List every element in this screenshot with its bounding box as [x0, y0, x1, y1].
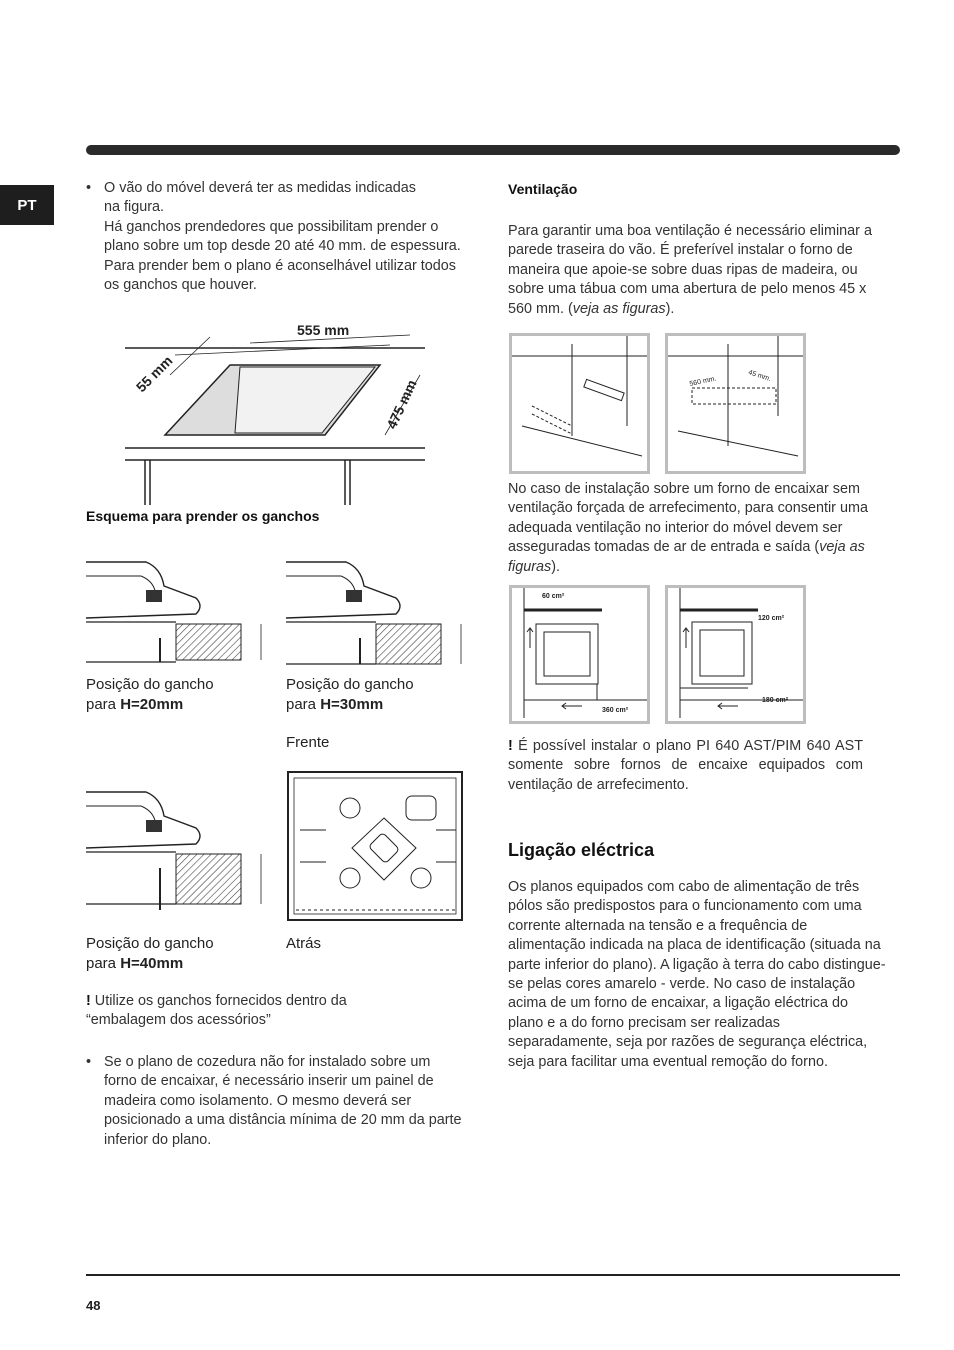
- cutout-depth-label: 475 mm: [383, 377, 420, 432]
- air-120-label: 120 cm²: [758, 615, 785, 622]
- air-180-label: 180 cm²: [762, 697, 789, 704]
- caption-h40: [86, 934, 214, 974]
- accessories-note: [86, 992, 386, 1031]
- caption-h30-value: H=30mm: [320, 696, 384, 713]
- paren-close-1: ).: [665, 300, 675, 317]
- caption-h40-value: H=40mm: [120, 955, 184, 972]
- caption-h30: [286, 675, 414, 715]
- front-label: Frente: [286, 734, 330, 751]
- air-60-label: 60 cm²: [542, 593, 565, 600]
- bullet-cabinet-dimensions: [86, 179, 466, 295]
- see-figures-link-1: veja as figuras: [572, 300, 666, 317]
- paren-close-2: ).: [551, 558, 560, 575]
- bullet-insulation-panel: [86, 1053, 464, 1150]
- caption-h40-line1: Posição do gancho: [86, 935, 214, 952]
- language-tab: PT: [0, 185, 54, 225]
- electric-connection-paragraph: Os planos equipados com cabo de alimentação de três pólos são predispostos para o funcionamento com uma corrente alternada na tensão e a frequência de alimentação indicada na placa de identificação (situada na parte inferior do plano). A ligação à terra do cabo distingue-se pelas cores amarelo - verde. No caso de instalação acima de um forno de encaixar, a ligação eléctrica do plano e a do forno precisam ser realizadas separadamente, seja por razões de segurança eléctrica, seja para facilitar uma eventual remoção do forno.: [508, 879, 886, 1070]
- caption-h20: [86, 675, 214, 715]
- ventilation-paragraph-2: [508, 480, 883, 577]
- header-bar: [86, 145, 900, 155]
- airflow-figure-2: [665, 585, 806, 724]
- caption-h20-para: para: [86, 696, 117, 713]
- bullet2-text: Se o plano de cozedura não for instalado sobre um forno de encaixar, é necessário inserir um painel de madeira como isolamento. O mesmo deverá ser posicionado a uma distância mínima de 20 mm da parte inferior do plano.: [104, 1054, 462, 1148]
- caption-h30-line1: Posição do gancho: [286, 676, 414, 693]
- caption-h20-line1: Posição do gancho: [86, 676, 214, 693]
- bullet-dot: •: [86, 1054, 92, 1070]
- hook-figure-h40: [86, 788, 266, 918]
- footer-rule: [86, 1274, 900, 1276]
- oven-compat-note: [508, 737, 863, 795]
- oven-compat-note-text: É possível instalar o plano PI 640 AST/PIM 640 AST somente sobre fornos de encaixe equipados com ventilação de arrefecimento.: [508, 738, 864, 793]
- fig-560-label: 560 mm.: [688, 375, 718, 388]
- note-exclamation: !: [86, 993, 91, 1009]
- hob-underside-figure: [286, 770, 464, 922]
- fig-45-label: 45 mm.: [747, 369, 772, 384]
- hook-figure-h30: [286, 558, 466, 668]
- hook-figure-h20: [86, 558, 266, 668]
- caption-h30-para: para: [286, 696, 317, 713]
- ventilation-paragraph: [508, 222, 883, 319]
- ventilation-title: Ventilação: [508, 181, 578, 197]
- vent-figure-board: [665, 333, 806, 474]
- airflow-figure-1: [509, 585, 650, 724]
- bullet1-line1: O vão do móvel deverá ter as medidas indicadas: [104, 180, 416, 196]
- ventilation-text-2: No caso de instalação sobre um forno de encaixar sem ventilação forçada de arrefecimento, para consentir uma adequada ventilação no interior do móvel devem ser asseguradas tomadas de ar de entrada e saída (: [508, 481, 868, 556]
- bullet-dot: •: [86, 180, 92, 196]
- ventilation-text: Para garantir uma boa ventilação é necessário eliminar a parede traseira do vão. É preferível instalar o forno de maneira que apoie-se sobre duas ripas de madeira, ou sobre uma tábua com uma abertura de pelo menos 45 x 560 mm. (: [508, 223, 872, 317]
- back-label: Atrás: [286, 935, 322, 952]
- vent-figure-slats: [509, 333, 650, 474]
- cutout-width-label: 555 mm: [297, 322, 350, 338]
- bullet1-line2: na figura.: [104, 199, 165, 216]
- accessories-note-text: Utilize os ganchos fornecidos dentro da “embalagem dos acessórios”: [86, 993, 347, 1029]
- note-exclamation-2: !: [508, 738, 513, 754]
- scheme-title: Esquema para prender os ganchos: [86, 508, 320, 524]
- electric-connection-title: Ligação eléctrica: [508, 840, 655, 860]
- cutout-diagram: [110, 315, 440, 505]
- page-number: 48: [86, 1298, 101, 1313]
- bullet1-para: Há ganchos prendedores que possibilitam prender o plano sobre um top desde 20 até 40 mm. de espessura. Para prender bem o plano é aconselhável utilizar todos os ganchos que houver.: [104, 218, 461, 294]
- air-360-label: 360 cm²: [602, 707, 629, 714]
- cutout-margin-label: 55 mm: [132, 352, 176, 396]
- caption-h40-para: para: [86, 955, 117, 972]
- caption-h20-value: H=20mm: [120, 696, 184, 713]
- see-figures-link-2: veja as figuras: [508, 539, 865, 575]
